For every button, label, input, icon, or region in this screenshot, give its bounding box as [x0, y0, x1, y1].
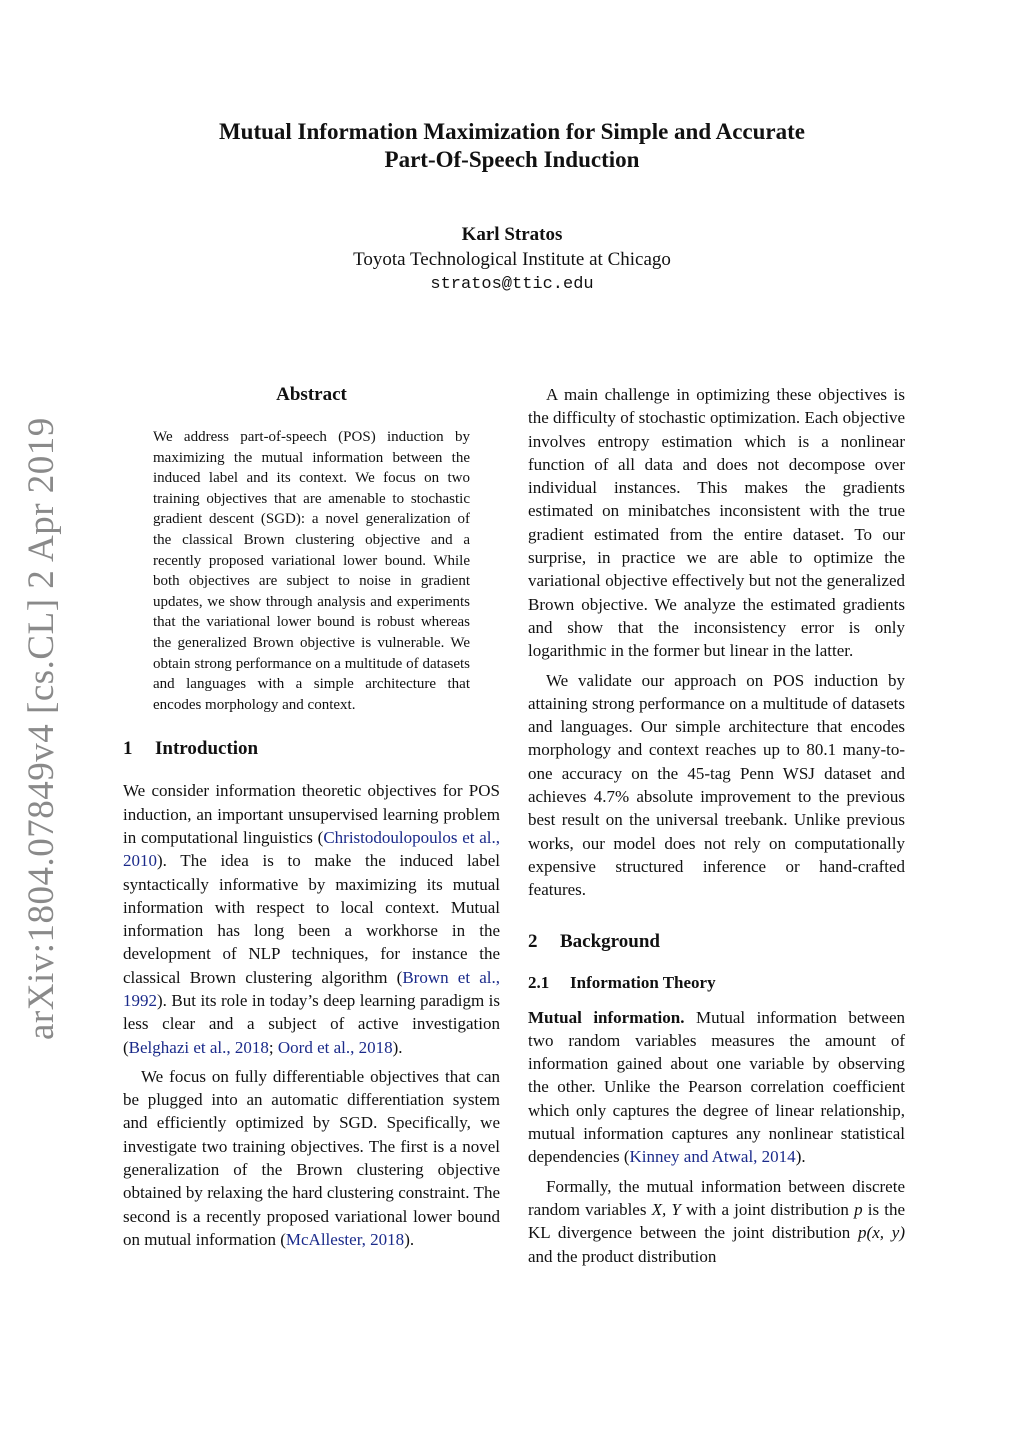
title-line-2: Part-Of-Speech Induction [384, 147, 640, 172]
text-span: Mutual information between two random variables measures the amount of information gained about one variable by observing the other. Unlike the Pearson correlation coefficient which only captures the degree of linear relationship, mutual information captures any nonlinear statistical dependencies ( [528, 1007, 905, 1167]
section-number: 2 [528, 930, 538, 952]
author-email[interactable]: stratos@ttic.edu [430, 275, 594, 294]
text-span: and the product distribution [528, 1246, 717, 1266]
section-title: Background [560, 930, 660, 952]
citation-link[interactable]: McAllester, 2018 [285, 1229, 405, 1249]
left-column [123, 383, 500, 1257]
section-heading-introduction [123, 737, 500, 761]
text-span: is the KL divergence between the joint distribution [528, 1199, 906, 1243]
citation-link[interactable]: Kinney and Atwal, 2014 [629, 1147, 796, 1167]
math-inline: p [854, 1199, 863, 1219]
intro-paragraph-3: A main challenge in optimizing these objectives is the difficulty of stochastic optimization. Each objective involves entropy estimation which is a nonlinear function of all data and does not decompose over individual instances. This makes the gradients estimated on minibatches inconsistent with the true gradient estimated from the entire dataset. To our surprise, in practice we are able to optimize the variational objective effectively but not the generalized Brown objective. We analyze the estimated gradients and show that the inconsistency error is only logarithmic in the former but linear in the latter. [528, 385, 905, 661]
abstract-text: We address part-of-speech (POS) induction by maximizing the mutual information between the induced label and its context. We focus on two training objectives that are amenable to stochastic gradient descent (SGD): a novel generalization of the classical Brown clustering objective and a recently proposed variational lower bound. While both objectives are subject to noise in gradient updates, we show through analysis and experiments that the variational lower bound is robust whereas the generalized Brown objective is vulnerable. We obtain strong performance on a multitude of datasets and languages with a simple architecture that encodes morphology and context. [153, 429, 470, 713]
paper-title [0, 118, 1024, 174]
text-span: ). [795, 1147, 806, 1167]
text-span: ). [392, 1037, 403, 1057]
author-name: Karl Stratos [461, 224, 563, 245]
author-block [0, 222, 1024, 297]
section-heading-background [528, 930, 905, 954]
text-span: Formally, the mutual information between discrete random variables [528, 1176, 905, 1219]
math-inline: X, Y [651, 1199, 681, 1219]
intro-paragraph-2 [123, 1065, 500, 1251]
intro-paragraph-4: We validate our approach on POS induction by attaining strong performance on a multitude of datasets and languages. Our simple architecture that encodes morphology and context reaches up to 80.1 many-to-one accuracy on the 45-tag Penn WSJ dataset and achieves 4.7% absolute improvement to the previous best result on the universal treebank. Unlike previous works, our model does not rely on computationally expensive structured inference or hand-crafted features. [528, 670, 905, 900]
text-span: ). The idea is to make the induced label syntactically informative by maximizing its mutual information with respect to local context. Mutual information has long been a workhorse in the development of NLP techniques, for instance the classical Brown clustering algorithm ( [123, 851, 500, 987]
citation-link[interactable]: Oord et al., 2018 [277, 1037, 393, 1057]
subsection-heading-information-theory [528, 972, 905, 994]
text-span: ). [404, 1229, 415, 1249]
run-in-heading: Mutual information. [528, 1007, 685, 1027]
section-title: Introduction [155, 738, 259, 760]
author-affiliation: Toyota Technological Institute at Chicago [353, 249, 671, 270]
math-inline: p(x, y) [858, 1223, 905, 1243]
text-span: ; [268, 1037, 278, 1057]
mutual-information-paragraph [528, 1006, 905, 1169]
subsection-number: 2.1 [528, 972, 550, 992]
arxiv-stamp: arXiv:1804.07849v4 [cs.CL] 2 Apr 2019 [21, 417, 62, 1040]
text-span: ). But its role in today’s deep learning paradigm is less clear and a subject of active investigation ( [123, 990, 500, 1057]
subsection-title: Information Theory [570, 972, 716, 992]
text-span: We focus on fully differentiable objectives that can be plugged into an automatic differentiation system and efficiently optimized by SGD. Specifically, we investigate two training objectives. The first is a novel generalization of the Brown clustering objective obtained by relaxing the hard clustering constraint. The second is a recently proposed variational lower bound on mutual information ( [123, 1066, 500, 1249]
citation-link[interactable]: Christodoulopoulos et al., 2010 [123, 827, 500, 871]
intro-paragraph-1 [123, 779, 500, 1059]
abstract-heading: Abstract [276, 384, 347, 405]
text-span: with a joint distribution [680, 1199, 855, 1219]
right-column [528, 383, 905, 1274]
formal-definition-paragraph [528, 1175, 905, 1268]
citation-link[interactable]: Belghazi et al., 2018 [128, 1037, 269, 1057]
citation-link[interactable]: Brown et al., 1992 [123, 967, 500, 1010]
section-number: 1 [123, 738, 133, 760]
text-span: We consider information theoretic objectives for POS induction, an important unsupervised learning problem in computational linguistics ( [123, 781, 500, 847]
title-line-1: Mutual Information Maximization for Simple and Accurate [218, 119, 806, 144]
